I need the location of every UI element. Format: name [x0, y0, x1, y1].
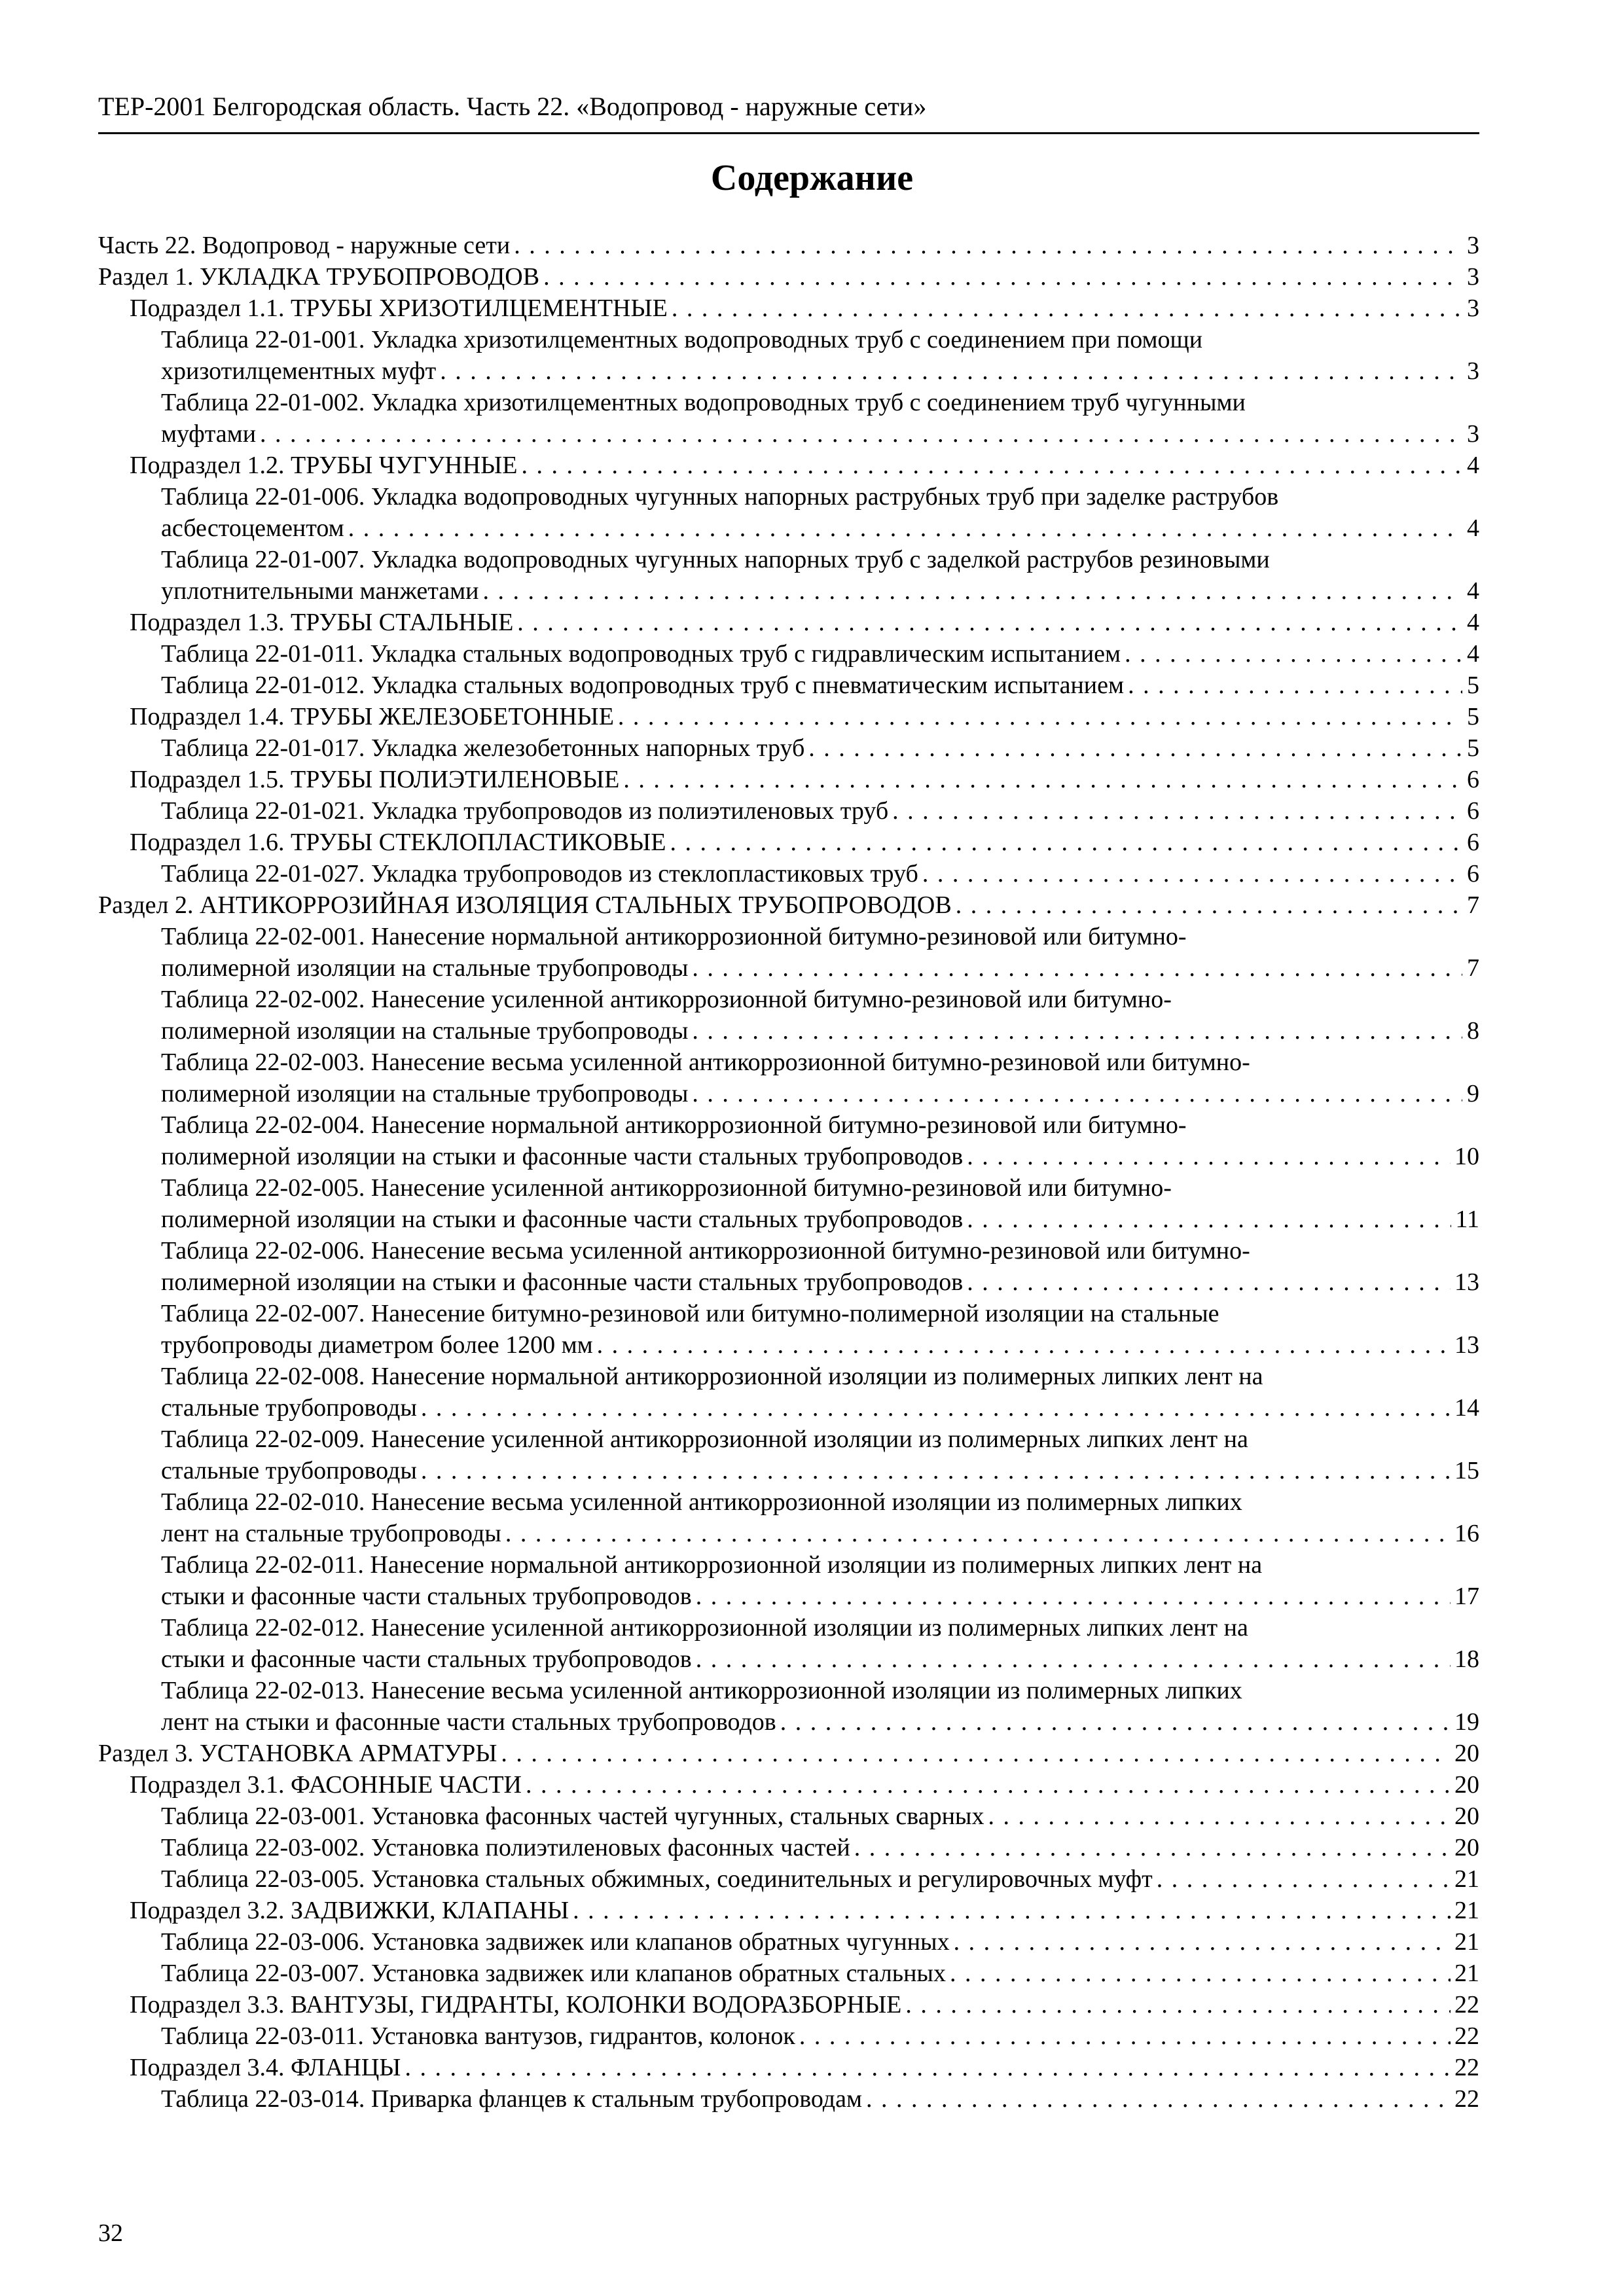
toc-entry-table[interactable]	[98, 1675, 1479, 1738]
toc-page-number: 22	[1454, 2085, 1479, 2113]
toc-line-wrapped	[98, 481, 1479, 512]
toc-entry-text: полимерной изоляции на стыки и фасонные части стальных трубопроводов	[161, 1206, 964, 1233]
toc-entry-text: Подраздел 3.1. ФАСОННЫЕ ЧАСТИ	[130, 1771, 522, 1799]
toc-entry-text: Таблица 22-01-007. Укладка водопроводных чугунных напорных труб с заделкой раструбов резиновыми	[161, 546, 1270, 573]
toc-entry-text: Таблица 22-01-006. Укладка водопроводных чугунных напорных раструбных труб при заделке раструбов	[161, 483, 1279, 511]
toc-page-number: 7	[1467, 954, 1479, 982]
dot-leader	[950, 1958, 1451, 1989]
toc-entry-text: стыки и фасонные части стальных трубопроводов	[161, 1583, 692, 1610]
toc-page-number: 19	[1454, 1708, 1479, 1736]
toc-line	[98, 450, 1479, 481]
toc-page-number: 9	[1467, 1080, 1479, 1107]
toc-line	[98, 732, 1479, 764]
toc-page-number: 4	[1467, 640, 1479, 668]
toc-entry-table[interactable]	[98, 481, 1479, 544]
toc-line	[98, 575, 1479, 607]
toc-entry-text: Раздел 2. АНТИКОРРОЗИЙНАЯ ИЗОЛЯЦИЯ СТАЛЬНЫХ ТРУБОПРОВОДОВ	[98, 891, 952, 919]
toc-entry-table[interactable]	[98, 1801, 1479, 1832]
dot-leader	[905, 1989, 1451, 2020]
toc-line-wrapped	[98, 1675, 1479, 1706]
toc-entry-table[interactable]	[98, 1863, 1479, 1895]
toc-page-number: 21	[1454, 1897, 1479, 1924]
dot-leader	[348, 512, 1462, 544]
toc-line	[98, 701, 1479, 732]
dot-leader	[854, 1832, 1451, 1863]
toc-page-number: 21	[1454, 1928, 1479, 1956]
dot-leader	[421, 1455, 1451, 1486]
toc-entry-text: Подраздел 1.1. ТРУБЫ ХРИЗОТИЛЦЕМЕНТНЫЕ	[130, 295, 668, 322]
dot-leader	[892, 795, 1462, 827]
toc-page-number: 3	[1467, 295, 1479, 322]
dot-leader	[670, 827, 1462, 858]
toc-page-number: 15	[1454, 1457, 1479, 1484]
toc-entry-table[interactable]	[98, 638, 1479, 670]
toc-line-wrapped	[98, 1612, 1479, 1643]
toc-entry-text: уплотнительными манжетами	[161, 577, 479, 605]
toc-page-number: 4	[1467, 514, 1479, 542]
dot-leader	[623, 764, 1462, 795]
toc-entry-subsection[interactable]	[98, 1989, 1479, 2020]
toc-page-number: 10	[1454, 1143, 1479, 1170]
toc-page-number: 6	[1467, 829, 1479, 856]
toc-page-number: 20	[1454, 1834, 1479, 1861]
toc-line	[98, 355, 1479, 387]
page-title: Содержание	[710, 158, 914, 198]
toc-line-wrapped	[98, 1298, 1479, 1329]
toc-line	[98, 1141, 1479, 1172]
toc-entry-text: трубопроводы диаметром более 1200 мм	[161, 1331, 593, 1359]
toc-entry-text: Таблица 22-02-013. Нанесение весьма усиленной антикоррозионной изоляции из полимерных липких	[161, 1677, 1242, 1704]
toc-entry-text: Подраздел 3.4. ФЛАНЦЫ	[130, 2054, 401, 2081]
toc-line	[98, 293, 1479, 324]
dot-leader	[597, 1329, 1451, 1361]
dot-leader	[1128, 670, 1462, 701]
toc-line	[98, 607, 1479, 638]
toc-page-number: 3	[1467, 263, 1479, 291]
toc-entry-text: Таблица 22-03-001. Установка фасонных частей чугунных, стальных сварных	[161, 1803, 984, 1830]
dot-leader	[956, 889, 1462, 921]
toc-line	[98, 1832, 1479, 1863]
dot-leader	[543, 261, 1462, 293]
toc-line-wrapped	[98, 1047, 1479, 1078]
dot-leader	[483, 575, 1462, 607]
toc-line-wrapped	[98, 387, 1479, 418]
toc-page-number: 18	[1454, 1645, 1479, 1673]
dot-leader	[522, 450, 1462, 481]
dot-leader	[922, 858, 1462, 889]
toc-entry-table[interactable]	[98, 1612, 1479, 1675]
toc-entry-text: Таблица 22-02-003. Нанесение весьма усиленной антикоррозионной битумно-резиновой или битумно-	[161, 1049, 1250, 1076]
toc-entry-table[interactable]	[98, 1235, 1479, 1298]
toc-line	[98, 2052, 1479, 2083]
toc-entry-text: Таблица 22-02-007. Нанесение битумно-резиновой или битумно-полимерной изоляции на стальные	[161, 1300, 1219, 1327]
toc-entry-text: Таблица 22-02-008. Нанесение нормальной антикоррозионной изоляции из полимерных липких лент на	[161, 1363, 1263, 1390]
toc-line	[98, 858, 1479, 889]
toc-page-number: 13	[1454, 1331, 1479, 1359]
toc-entry-subsection[interactable]	[98, 2052, 1479, 2083]
toc-line	[98, 795, 1479, 827]
toc-line	[98, 1015, 1479, 1047]
toc-page-number: 16	[1454, 1520, 1479, 1547]
dot-leader	[692, 1015, 1462, 1047]
dot-leader	[866, 2083, 1451, 2115]
toc-entry-subsection[interactable]	[98, 607, 1479, 638]
toc-line	[98, 889, 1479, 921]
toc-entry-text: Таблица 22-02-004. Нанесение нормальной антикоррозионной битумно-резиновой или битумно-	[161, 1111, 1187, 1139]
dot-leader	[421, 1392, 1451, 1424]
toc-entry-text: полимерной изоляции на стыки и фасонные части стальных трубопроводов	[161, 1268, 964, 1296]
toc-entry-text: Таблица 22-01-012. Укладка стальных водопроводных труб с пневматическим испытанием	[161, 672, 1125, 699]
toc-line	[98, 952, 1479, 984]
dot-leader	[967, 1266, 1451, 1298]
toc-line-wrapped	[98, 324, 1479, 355]
toc-entry-text: Подраздел 1.6. ТРУБЫ СТЕКЛОПЛАСТИКОВЫЕ	[130, 829, 666, 856]
toc-entry-table[interactable]	[98, 2083, 1479, 2115]
toc-entry-table[interactable]	[98, 984, 1479, 1047]
toc-line	[98, 1455, 1479, 1486]
toc-line	[98, 1518, 1479, 1549]
toc-entry-text: Таблица 22-02-012. Нанесение усиленной антикоррозионной изоляции из полимерных липких лент на	[161, 1614, 1248, 1641]
toc-line	[98, 2083, 1479, 2115]
toc-line	[98, 2020, 1479, 2052]
toc-line	[98, 1581, 1479, 1612]
toc-page-number: 4	[1467, 452, 1479, 479]
toc-entry-text: полимерной изоляции на стальные трубопроводы	[161, 954, 689, 982]
dot-leader	[505, 1518, 1451, 1549]
toc-entry-subsection[interactable]	[98, 450, 1479, 481]
toc-entry-text: муфтами	[161, 420, 257, 448]
toc-entry-text: хризотилцементных муфт	[161, 357, 437, 385]
toc-entry-text: стальные трубопроводы	[161, 1457, 417, 1484]
toc-entry-subsection[interactable]	[98, 1895, 1479, 1926]
toc-entry-text: Таблица 22-01-017. Укладка железобетонных напорных труб	[161, 734, 805, 762]
toc-entry-text: Часть 22. Водопровод - наружные сети	[98, 232, 511, 259]
toc-entry-text: Таблица 22-03-014. Приварка фланцев к стальным трубопроводам	[161, 2085, 863, 2113]
toc-entry-table[interactable]	[98, 670, 1479, 701]
dot-leader	[954, 1926, 1451, 1958]
toc-page-number: 13	[1454, 1268, 1479, 1296]
dot-leader	[696, 1643, 1451, 1675]
toc-entry-table[interactable]	[98, 921, 1479, 984]
toc-entry-section[interactable]	[98, 230, 1479, 261]
toc-entry-text: Подраздел 3.3. ВАНТУЗЫ, ГИДРАНТЫ, КОЛОНКИ ВОДОРАЗБОРНЫЕ	[130, 1991, 902, 2018]
toc-entry-subsection[interactable]	[98, 764, 1479, 795]
dot-leader	[692, 1078, 1462, 1109]
toc-entry-table[interactable]	[98, 1424, 1479, 1486]
dot-leader	[692, 952, 1462, 984]
toc-line-wrapped	[98, 984, 1479, 1015]
toc-line-wrapped	[98, 1172, 1479, 1204]
toc-entry-text: полимерной изоляции на стыки и фасонные части стальных трубопроводов	[161, 1143, 964, 1170]
toc-line	[98, 1801, 1479, 1832]
dot-leader	[808, 732, 1462, 764]
toc-entry-text: Таблица 22-03-002. Установка полиэтиленовых фасонных частей	[161, 1834, 850, 1861]
toc-page-number: 4	[1467, 609, 1479, 636]
toc-line	[98, 764, 1479, 795]
toc-entry-text: полимерной изоляции на стальные трубопроводы	[161, 1017, 689, 1045]
toc-line	[98, 1266, 1479, 1298]
toc-entry-text: Подраздел 1.2. ТРУБЫ ЧУГУННЫЕ	[130, 452, 518, 479]
toc-line-wrapped	[98, 1424, 1479, 1455]
toc-entry-table[interactable]	[98, 1926, 1479, 1958]
toc-entry-table[interactable]	[98, 732, 1479, 764]
toc-entry-text: Подраздел 1.4. ТРУБЫ ЖЕЛЕЗОБЕТОННЫЕ	[130, 703, 614, 730]
toc-entry-section[interactable]	[98, 889, 1479, 921]
toc-line	[98, 1989, 1479, 2020]
toc-line-wrapped	[98, 544, 1479, 575]
toc-page-number: 11	[1455, 1206, 1479, 1233]
toc-line	[98, 1769, 1479, 1801]
toc-entry-table[interactable]	[98, 1109, 1479, 1172]
toc-line	[98, 1895, 1479, 1926]
table-of-contents	[98, 230, 1479, 2115]
dot-leader	[799, 2020, 1451, 2052]
toc-entry-text: Таблица 22-03-006. Установка задвижек или клапанов обратных чугунных	[161, 1928, 950, 1956]
toc-page-number: 8	[1467, 1017, 1479, 1045]
dot-leader	[514, 230, 1462, 261]
dot-leader	[526, 1769, 1451, 1801]
toc-line-wrapped	[98, 1361, 1479, 1392]
toc-line	[98, 1738, 1479, 1769]
toc-entry-text: Таблица 22-01-027. Укладка трубопроводов из стеклопластиковых труб	[161, 860, 918, 888]
toc-line	[98, 1392, 1479, 1424]
toc-entry-text: Раздел 1. УКЛАДКА ТРУБОПРОВОДОВ	[98, 263, 540, 291]
toc-entry-text: Таблица 22-01-001. Укладка хризотилцементных водопроводных труб с соединением при помощи	[161, 326, 1203, 353]
toc-page-number: 6	[1467, 797, 1479, 825]
toc-line-wrapped	[98, 1235, 1479, 1266]
toc-page-number: 4	[1467, 577, 1479, 605]
toc-page-number: 5	[1467, 734, 1479, 762]
toc-entry-subsection[interactable]	[98, 1769, 1479, 1801]
toc-entry-text: стыки и фасонные части стальных трубопроводов	[161, 1645, 692, 1673]
toc-line	[98, 670, 1479, 701]
toc-line	[98, 1204, 1479, 1235]
toc-page-number: 3	[1467, 232, 1479, 259]
toc-entry-section[interactable]	[98, 1738, 1479, 1769]
toc-line	[98, 418, 1479, 450]
dot-leader	[618, 701, 1462, 732]
toc-entry-text: Таблица 22-02-009. Нанесение усиленной антикоррозионной изоляции из полимерных липких лент на	[161, 1426, 1248, 1453]
toc-entry-text: Таблица 22-02-010. Нанесение весьма усиленной антикоррозионной изоляции из полимерных липких	[161, 1488, 1242, 1516]
toc-entry-text: Таблица 22-02-002. Нанесение усиленной антикоррозионной битумно-резиновой или битумно-	[161, 986, 1172, 1013]
running-header-text: ТЕР-2001 Белгородская область. Часть 22. «Водопровод - наружные сети»	[98, 92, 927, 121]
dot-leader	[501, 1738, 1451, 1769]
toc-line	[98, 230, 1479, 261]
dot-leader	[405, 2052, 1451, 2083]
toc-entry-table[interactable]	[98, 795, 1479, 827]
toc-entry-text: асбестоцементом	[161, 514, 344, 542]
toc-entry-text: Таблица 22-03-011. Установка вантузов, гидрантов, колонок	[161, 2022, 795, 2050]
toc-entry-table[interactable]	[98, 324, 1479, 387]
toc-page-number: 5	[1467, 672, 1479, 699]
toc-page-number: 6	[1467, 766, 1479, 793]
toc-entry-text: Таблица 22-02-006. Нанесение весьма усиленной антикоррозионной битумно-резиновой или битумно-	[161, 1237, 1250, 1265]
toc-entry-text: Раздел 3. УСТАНОВКА АРМАТУРЫ	[98, 1740, 497, 1767]
toc-entry-text: лент на стальные трубопроводы	[161, 1520, 501, 1547]
toc-line	[98, 1926, 1479, 1958]
toc-line	[98, 512, 1479, 544]
dot-leader	[1157, 1863, 1451, 1895]
toc-line-wrapped	[98, 1549, 1479, 1581]
toc-page-number: 22	[1454, 2054, 1479, 2081]
toc-line-wrapped	[98, 921, 1479, 952]
toc-line-wrapped	[98, 1486, 1479, 1518]
toc-entry-table[interactable]	[98, 1958, 1479, 1989]
toc-entry-section[interactable]	[98, 261, 1479, 293]
toc-line	[98, 1329, 1479, 1361]
toc-entry-table[interactable]	[98, 1361, 1479, 1424]
toc-page-number: 3	[1467, 420, 1479, 448]
toc-page-number: 17	[1454, 1583, 1479, 1610]
toc-page-number: 20	[1454, 1771, 1479, 1799]
dot-leader	[440, 355, 1462, 387]
dot-leader	[260, 418, 1462, 450]
toc-line	[98, 261, 1479, 293]
toc-page-number: 14	[1454, 1394, 1479, 1422]
toc-entry-subsection[interactable]	[98, 701, 1479, 732]
toc-line	[98, 1706, 1479, 1738]
toc-entry-subsection[interactable]	[98, 293, 1479, 324]
toc-entry-text: Таблица 22-01-002. Укладка хризотилцементных водопроводных труб с соединением труб чугунными	[161, 389, 1246, 416]
toc-entry-text: лент на стыки и фасонные части стальных трубопроводов	[161, 1708, 776, 1736]
toc-page-number: 3	[1467, 357, 1479, 385]
toc-entry-text: Таблица 22-02-005. Нанесение усиленной антикоррозионной битумно-резиновой или битумно-	[161, 1174, 1172, 1202]
toc-entry-subsection[interactable]	[98, 827, 1479, 858]
dot-leader	[967, 1141, 1451, 1172]
toc-entry-table[interactable]	[98, 858, 1479, 889]
toc-entry-table[interactable]	[98, 1172, 1479, 1235]
toc-line-wrapped	[98, 1109, 1479, 1141]
toc-entry-text: Таблица 22-02-011. Нанесение нормальной антикоррозионной изоляции из полимерных липких лент на	[161, 1551, 1263, 1579]
toc-page-number: 7	[1467, 891, 1479, 919]
toc-entry-table[interactable]	[98, 1832, 1479, 1863]
dot-leader	[780, 1706, 1451, 1738]
dot-leader	[672, 293, 1462, 324]
toc-page-number: 22	[1454, 1991, 1479, 2018]
toc-page-number: 22	[1454, 2022, 1479, 2050]
toc-entry-table[interactable]	[98, 1047, 1479, 1109]
running-header	[98, 90, 1479, 134]
dot-leader	[967, 1204, 1451, 1235]
toc-line	[98, 1863, 1479, 1895]
dot-leader	[696, 1581, 1451, 1612]
toc-page-number: 5	[1467, 703, 1479, 730]
toc-entry-text: Таблица 22-01-021. Укладка трубопроводов из полиэтиленовых труб	[161, 797, 889, 825]
toc-entry-text: Подраздел 1.5. ТРУБЫ ПОЛИЭТИЛЕНОВЫЕ	[130, 766, 620, 793]
dot-leader	[1125, 638, 1462, 670]
toc-page-number: 20	[1454, 1803, 1479, 1830]
toc-entry-table[interactable]	[98, 1549, 1479, 1612]
toc-entry-table[interactable]	[98, 387, 1479, 450]
toc-entry-text: Подраздел 1.3. ТРУБЫ СТАЛЬНЫЕ	[130, 609, 514, 636]
toc-line	[98, 638, 1479, 670]
toc-entry-text: Таблица 22-01-011. Укладка стальных водопроводных труб с гидравлическим испытанием	[161, 640, 1121, 668]
toc-page-number: 20	[1454, 1740, 1479, 1767]
toc-entry-text: полимерной изоляции на стальные трубопроводы	[161, 1080, 689, 1107]
dot-leader	[517, 607, 1462, 638]
toc-page-number: 21	[1454, 1960, 1479, 1987]
page-number: 32	[98, 2219, 123, 2247]
toc-entry-table[interactable]	[98, 1486, 1479, 1549]
toc-entry-text: стальные трубопроводы	[161, 1394, 417, 1422]
toc-entry-table[interactable]	[98, 2020, 1479, 2052]
toc-entry-table[interactable]	[98, 544, 1479, 607]
toc-line	[98, 1643, 1479, 1675]
toc-entry-table[interactable]	[98, 1298, 1479, 1361]
toc-line	[98, 1078, 1479, 1109]
dot-leader	[573, 1895, 1451, 1926]
toc-page-number: 21	[1454, 1865, 1479, 1893]
toc-page-number: 6	[1467, 860, 1479, 888]
toc-entry-text: Таблица 22-02-001. Нанесение нормальной антикоррозионной битумно-резиновой или битумно-	[161, 923, 1187, 950]
toc-entry-text: Таблица 22-03-005. Установка стальных обжимных, соединительных и регулировочных муфт	[161, 1865, 1153, 1893]
toc-line	[98, 1958, 1479, 1989]
toc-entry-text: Подраздел 3.2. ЗАДВИЖКИ, КЛАПАНЫ	[130, 1897, 569, 1924]
dot-leader	[988, 1801, 1451, 1832]
toc-entry-text: Таблица 22-03-007. Установка задвижек или клапанов обратных стальных	[161, 1960, 946, 1987]
toc-line	[98, 827, 1479, 858]
